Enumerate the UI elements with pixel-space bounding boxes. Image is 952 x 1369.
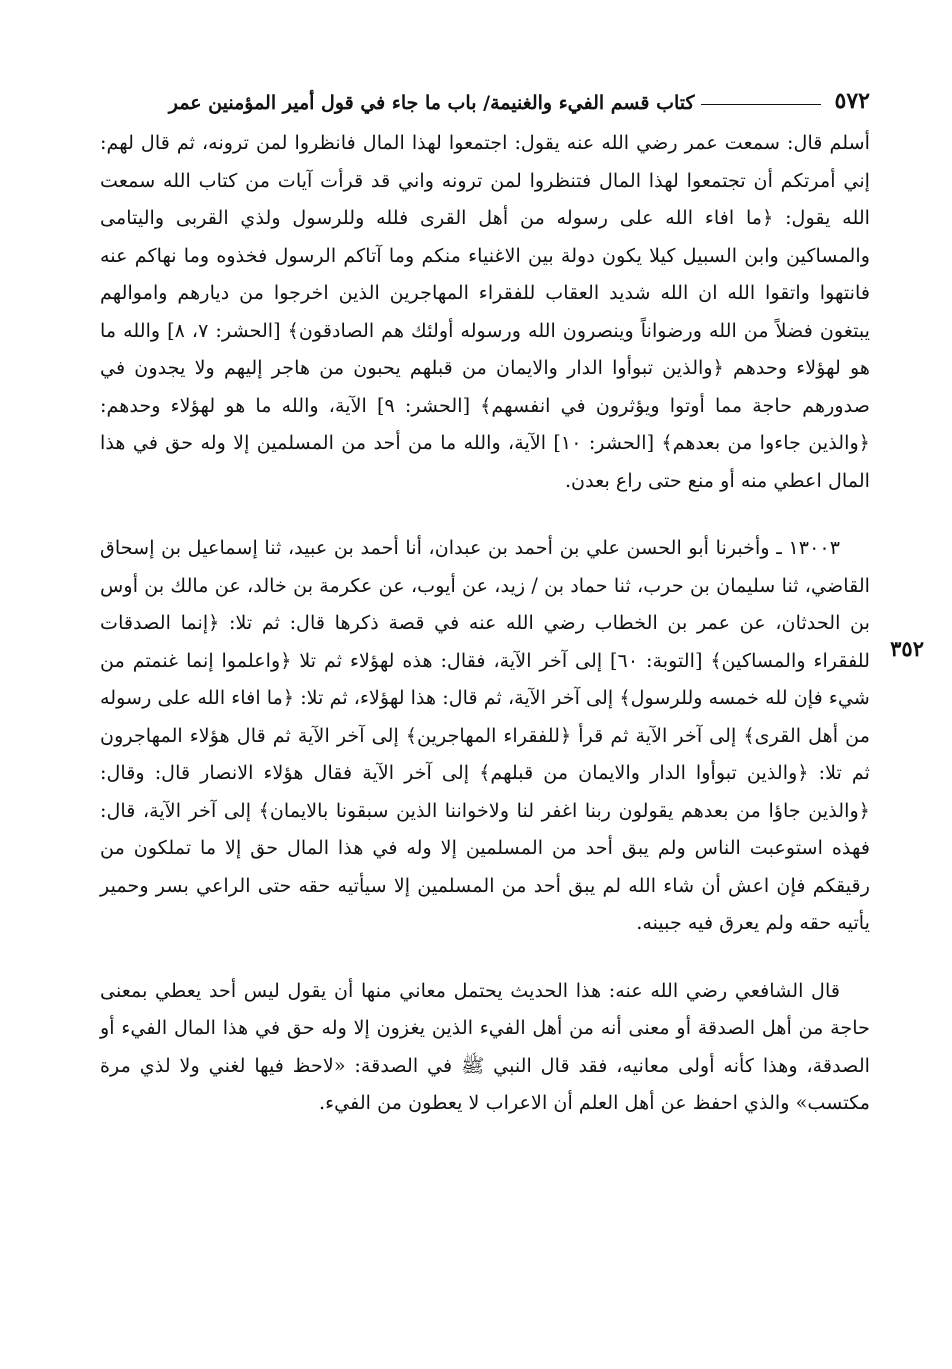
page-number: ٥٧٢: [834, 88, 870, 114]
body-text: [100, 124, 870, 1122]
margin-page-reference: ٣٥٢: [890, 636, 924, 661]
page-header: [108, 78, 870, 114]
header-rule: [701, 104, 821, 105]
running-title: كتاب قسم الفيء والغنيمة/ باب ما جاء في قول أمير المؤمنين عمر: [168, 92, 695, 114]
paragraph-shafii-comment: قال الشافعي رضي الله عنه: هذا الحديث يحتمل معاني منها أن يقول ليس أحد يعطي بمعنى حاجة من أهل الصدقة أو معنى أنه من أهل الفيء الذين يغزون إلا وله حق في هذا المال الفيء أو الصدقة، وهذا كأنه أولى معانيه، فقد قال النبي ﷺ في الصدقة: «لاحظ فيها لغني ولا لذي مرة مكتسب» والذي احفظ عن أهل العلم أن الاعراب لا يعطون من الفيء.: [100, 978, 870, 1114]
paragraph-hadith-13003: ١٣٠٠٣ ـ وأخبرنا أبو الحسن علي بن أحمد بن عبدان، أنا أحمد بن عبيد، ثنا إسماعيل بن إسحاق القاضي، ثنا سليمان بن حرب، ثنا حماد بن / زيد، عن أيوب، عن عكرمة بن خالد، عن مالك بن أوس بن الحدثان، عن عمر بن الخطاب رضي الله عنه في قصة ذكرها قال: ثم تلا: ﴿إنما الصدقات للفقراء والمساكين﴾ [التوبة: ٦٠] إلى آخر الآية، فقال: هذه لهؤلاء ثم تلا ﴿واعلموا إنما غنمتم من شيء فإن لله خمسه وللرسول﴾ إلى آخر الآية، ثم قال: هذا لهؤلاء، ثم تلا: ﴿ما افاء الله على رسوله من أهل القرى﴾ إلى آخر الآية ثم قرأ ﴿للفقراء المهاجرين﴾ إلى آخر الآية ثم قال هؤلاء المهاجرون ثم تلا: ﴿والذين تبوأوا الدار والايمان من قبلهم﴾ إلى آخر الآية فقال هؤلاء الانصار قال: وقال: ﴿والذين جاؤا من بعدهم يقولون ربنا اغفر لنا ولاخواننا الذين سبقونا بالايمان﴾ إلى آخر الآية، قال: فهذه استوعبت الناس ولم يبق أحد من المسلمين إلا وله في هذا المال حق إلا ما تملكون من رقيقكم فإن اعش أن شاء الله لم يبق أحد من المسلمين إلا سيأتيه حقه حتى الراعي بسر وحمير يأتيه حقه ولم يعرق فيه جبينه.: [99, 536, 870, 934]
paragraph-continuation: أسلم قال: سمعت عمر رضي الله عنه يقول: اجتمعوا لهذا المال فانظروا لمن ترونه، ثم قال لهم: إني أمرتكم أن تجتمعوا لهذا المال فتنظروا لمن ترونه واني قد قرأت آيات من كتاب الله سمعت الله يقول: ﴿ما افاء الله على رسوله من أهل القرى فلله وللرسول ولذي القربى واليتامى والمساكين وابن السبيل كيلا يكون دولة بين الاغنياء منكم وما آتاكم الرسول فخذوه وما نهاكم عنه فانتهوا واتقوا الله ان الله شديد العقاب للفقراء المهاجرين الذين اخرجوا من ديارهم واموالهم يبتغون فضلاً من الله ورضواناً وينصرون الله ورسوله أولئك هم الصادقون﴾ [الحشر: ٧، ٨] والله ما هو لهؤلاء وحدهم ﴿والذين تبوأوا الدار والايمان من قبلهم يحبون من هاجر إليهم ولا يجدون في صدورهم حاجة مما أوتوا ويؤثرون في انفسهم﴾ [الحشر: ٩] الآية، والله ما هو لهؤلاء وحدهم: ﴿والذين جاءوا من بعدهم﴾ [الحشر: ١٠] الآية، والله ما من أحد من المسلمين إلا وله حق في هذا المال اعطي منه أو منع حتى راع بعدن.: [100, 131, 871, 492]
